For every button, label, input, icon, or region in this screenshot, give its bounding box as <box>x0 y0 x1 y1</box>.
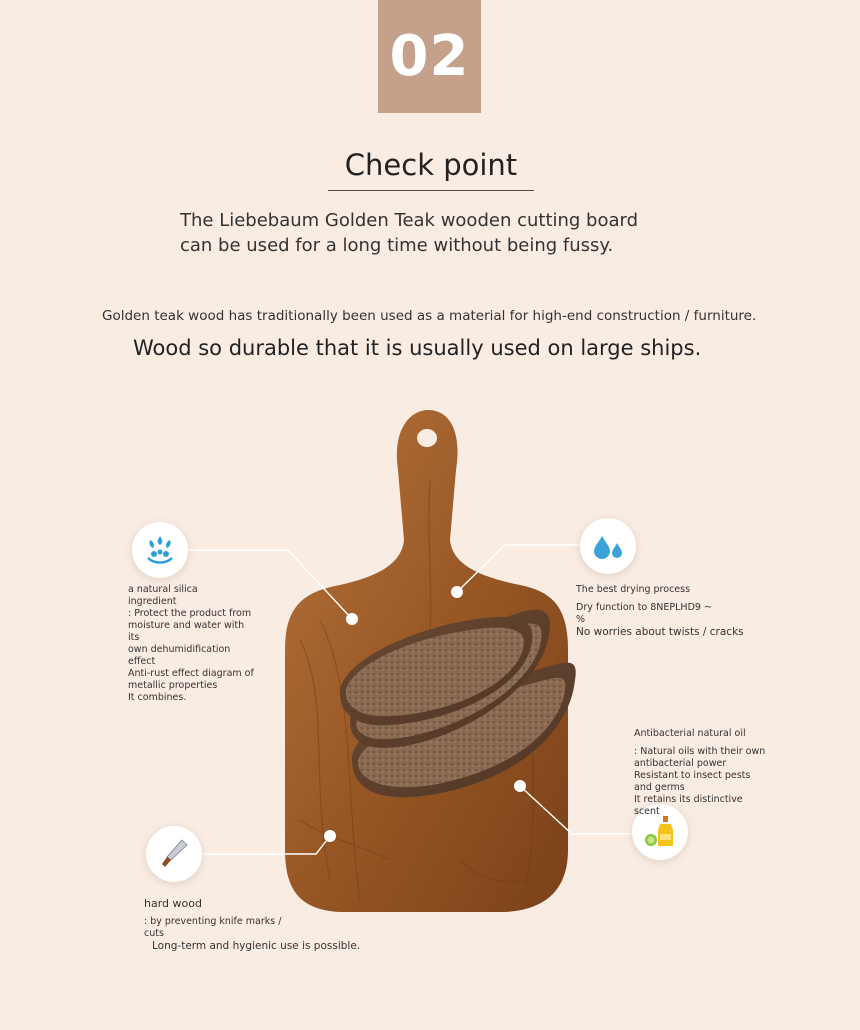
hardwood-feature-note <box>144 898 374 952</box>
drying-line: % <box>576 614 586 625</box>
handle-hole <box>417 429 437 447</box>
silica-line: : Protect the product from <box>128 608 252 619</box>
hardwood-line: cuts <box>144 928 164 939</box>
water-splash-icon <box>132 522 188 578</box>
knife-icon <box>146 826 202 882</box>
section-number-badge: 02 <box>378 0 481 113</box>
drying-feature-note <box>576 584 746 638</box>
hardwood-line: Long-term and hygienic use is possible. <box>152 940 361 952</box>
oil-line: scent <box>634 806 660 817</box>
silica-line: moisture and water with its <box>128 620 245 643</box>
oil-heading: Antibacterial natural oil <box>634 728 746 739</box>
drying-heading: The best drying process <box>576 584 691 595</box>
silica-line: ingredient <box>128 596 177 607</box>
oil-feature-note <box>634 728 784 818</box>
drying-line: Dry function to 8NEPLHD9 ~ <box>576 602 712 613</box>
silica-feature-note <box>128 584 258 704</box>
material-description: Golden teak wood has traditionally been used as a material for high-end construction / furniture. <box>102 308 757 324</box>
oil-line: and germs <box>634 782 685 793</box>
silica-line: It combines. <box>128 692 187 703</box>
lead-line-2: can be used for a long time without being fussy. <box>180 235 614 256</box>
lead-line-1: The Liebebaum Golden Teak wooden cutting board <box>180 210 639 231</box>
oil-line: : Natural oils with their own <box>634 746 766 757</box>
oil-line: It retains its distinctive <box>634 794 743 805</box>
water-drops-icon <box>580 518 636 574</box>
oil-line: Resistant to insect pests <box>634 770 751 781</box>
durability-statement: Wood so durable that it is usually used on large ships. <box>133 336 702 360</box>
hardwood-line: : by preventing knife marks / <box>144 916 282 927</box>
hardwood-heading: hard wood <box>144 897 202 910</box>
drying-line: No worries about twists / cracks <box>576 626 744 638</box>
silica-line: metallic properties <box>128 680 218 691</box>
section-title: Check point <box>328 148 534 191</box>
silica-line: own dehumidification effect <box>128 644 231 667</box>
silica-line: Anti-rust effect diagram of <box>128 668 254 679</box>
oil-line: antibacterial power <box>634 758 727 769</box>
silica-heading: a natural silica <box>128 584 198 595</box>
